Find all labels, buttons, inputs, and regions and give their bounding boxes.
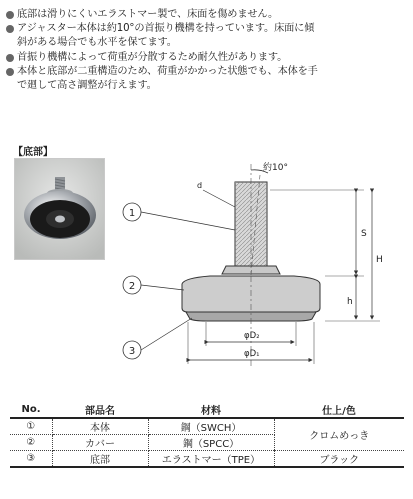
parts-table [10, 402, 404, 468]
callout-3 [123, 318, 192, 359]
dimension-drawing [110, 152, 410, 401]
bullet-icon [6, 25, 14, 33]
feature-text: 斜がある場合でも水平を保てます。 [17, 37, 177, 49]
feature-item [6, 51, 410, 65]
table-row [10, 418, 404, 435]
feature-text: 本体と底部が二重構造のため、荷重がかかった状態でも、本体を手 [17, 65, 318, 77]
feature-text: 底部は滑りにくいエラストマー製で、床面を傷めません。 [17, 9, 279, 20]
callout-2 [123, 276, 184, 294]
col-no-header: No. [10, 402, 52, 418]
col-material-header: 材料 [148, 402, 274, 418]
adjuster-photo-image [15, 159, 104, 259]
part-material: 鋼（SWCH） [148, 418, 274, 435]
part-name: 底部 [52, 451, 148, 468]
bottom-section-label: 【底部】 [13, 147, 53, 158]
part-no: ① [10, 418, 52, 435]
dimension-h-total-label: H [376, 255, 383, 265]
feature-item [6, 22, 410, 50]
table-row [10, 451, 404, 468]
col-part-header: 部品名 [52, 402, 148, 418]
dimension-s-label: S [361, 229, 367, 239]
col-finish-header: 仕上/色 [274, 402, 404, 418]
part-name: カバー [52, 435, 148, 451]
part-no: ② [10, 435, 52, 451]
thread-diameter-label: d [197, 181, 203, 190]
table-header-row [10, 402, 404, 418]
feature-item [6, 8, 410, 22]
feature-text: で廻して高さ調整が行えます。 [17, 80, 157, 92]
product-photo [14, 158, 105, 260]
dimension-d2-label: φD₂ [244, 331, 260, 341]
part-material: 鋼（SPCC） [148, 435, 274, 451]
feature-list [6, 8, 410, 93]
bullet-icon [6, 11, 14, 19]
bullet-icon [6, 54, 14, 62]
part-finish: クロムめっき [274, 418, 404, 451]
feature-item [6, 65, 410, 93]
angle-label: 約10° [263, 163, 288, 173]
part-finish: ブラック [274, 451, 404, 468]
bullet-icon [6, 68, 14, 76]
svg-text:2: 2 [128, 281, 136, 292]
svg-text:3: 3 [128, 346, 136, 357]
callout-1 [123, 203, 235, 230]
feature-text: 首振り機構によって荷重が分散するため耐久性があります。 [17, 51, 288, 63]
feature-text: アジャスター本体は約10°の首振り機構を持っています。床面に傾 [17, 23, 315, 35]
part-name: 本体 [52, 418, 148, 435]
svg-text:1: 1 [128, 208, 136, 219]
part-no: ③ [10, 451, 52, 468]
part-material: エラストマー（TPE） [148, 451, 274, 468]
dimension-h-label: h [347, 297, 353, 307]
dimension-d1-label: φD₁ [244, 349, 260, 359]
